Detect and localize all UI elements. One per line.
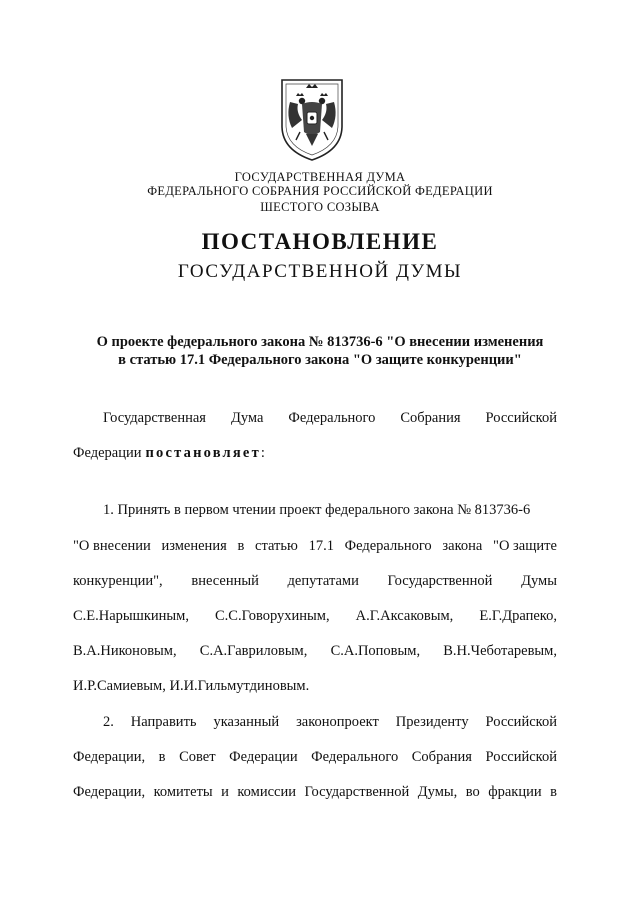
word: Российской	[485, 749, 557, 765]
word: статью	[255, 538, 298, 554]
word: указанный	[213, 714, 280, 730]
word: конкуренции",	[73, 573, 163, 589]
deputy-name: С.А.Гавриловым,	[199, 643, 308, 659]
word: Думы	[521, 573, 557, 589]
item1-line-2	[73, 538, 557, 555]
word: 17.1	[308, 538, 334, 554]
word: депутатами	[287, 573, 359, 589]
header-federal-assembly: ФЕДЕРАЛЬНОГО СОБРАНИЯ РОССИЙСКОЙ ФЕДЕРАЦИИ	[147, 184, 493, 198]
word: законопроект	[296, 714, 379, 730]
preamble-line-1	[73, 410, 557, 427]
word: и	[221, 784, 229, 800]
header-convocation: ШЕСТОГО СОЗЫВА	[260, 200, 380, 214]
word: Федерации,	[73, 784, 146, 800]
paragraph-text: 1. Принять в первом чтении проект федерального закона № 813736-6	[103, 502, 531, 518]
deputy-name: С.Е.Нарышкиным,	[73, 608, 189, 624]
preamble-word: Российской	[485, 410, 557, 426]
word: в	[158, 749, 166, 765]
preamble-word: Дума	[230, 410, 264, 426]
item1-line-5	[73, 643, 557, 660]
deputy-name: В.Н.Чеботаревым,	[443, 643, 557, 659]
item1-line-4	[73, 608, 557, 625]
word: Федерального	[311, 749, 399, 765]
preamble-word: Федерального	[288, 410, 376, 426]
word: Собрания	[411, 749, 472, 765]
word: в	[550, 784, 557, 800]
document-issuer: ГОСУДАРСТВЕННОЙ ДУМЫ	[177, 261, 463, 282]
item1-line-1	[73, 502, 557, 519]
word: во	[465, 784, 480, 800]
deputy-name: Е.Г.Драпеко,	[479, 608, 557, 624]
word: Думы,	[417, 784, 458, 800]
word: Направить	[130, 714, 197, 730]
word: Федерации,	[73, 749, 146, 765]
word: "О внесении	[73, 538, 151, 554]
word: фракции	[488, 784, 542, 800]
document-title-line-2: в статью 17.1 Федерального закона "О защите конкуренции"	[118, 352, 522, 368]
deputy-names: И.Р.Самиевым, И.И.Гильмутдиновым.	[73, 678, 310, 694]
word: комиссии	[237, 784, 296, 800]
coat-of-arms-emblem	[278, 76, 346, 162]
word: Государственной	[387, 573, 493, 589]
header-duma: ГОСУДАРСТВЕННАЯ ДУМА	[234, 170, 406, 184]
word: "О защите	[493, 538, 557, 554]
deputy-name: С.С.Говорухиным,	[215, 608, 330, 624]
deputy-name: А.Г.Аксаковым,	[355, 608, 454, 624]
item1-line-6	[73, 678, 557, 695]
item2-line-2	[73, 749, 557, 766]
deputy-name: С.А.Поповым,	[330, 643, 421, 659]
preamble-line-2	[73, 445, 557, 462]
deputy-name: В.А.Никоновым,	[73, 643, 177, 659]
word: Совет	[179, 749, 216, 765]
item2-line-3	[73, 784, 557, 801]
preamble-word: Федерации	[73, 445, 142, 461]
item1-line-3	[73, 573, 557, 590]
word: Государственной	[304, 784, 410, 800]
word: изменения	[161, 538, 227, 554]
document-title-line-1: О проекте федерального закона № 813736-6 "О внесении изменения	[96, 334, 544, 350]
word: Федерации	[229, 749, 298, 765]
colon: :	[260, 445, 265, 461]
document-type: ПОСТАНОВЛЕНИЕ	[201, 229, 439, 254]
word: в	[237, 538, 245, 554]
word: Президенту	[395, 714, 469, 730]
word: внесенный	[191, 573, 259, 589]
preamble-word: Собрания	[400, 410, 461, 426]
item2-line-1	[73, 714, 557, 731]
word: 2.	[103, 714, 114, 730]
preamble-word: Государственная	[103, 410, 206, 426]
resolves-word: постановляет	[145, 445, 261, 461]
word: Федерального	[344, 538, 432, 554]
word: Российской	[485, 714, 557, 730]
word: закона	[442, 538, 483, 554]
word: комитеты	[153, 784, 213, 800]
